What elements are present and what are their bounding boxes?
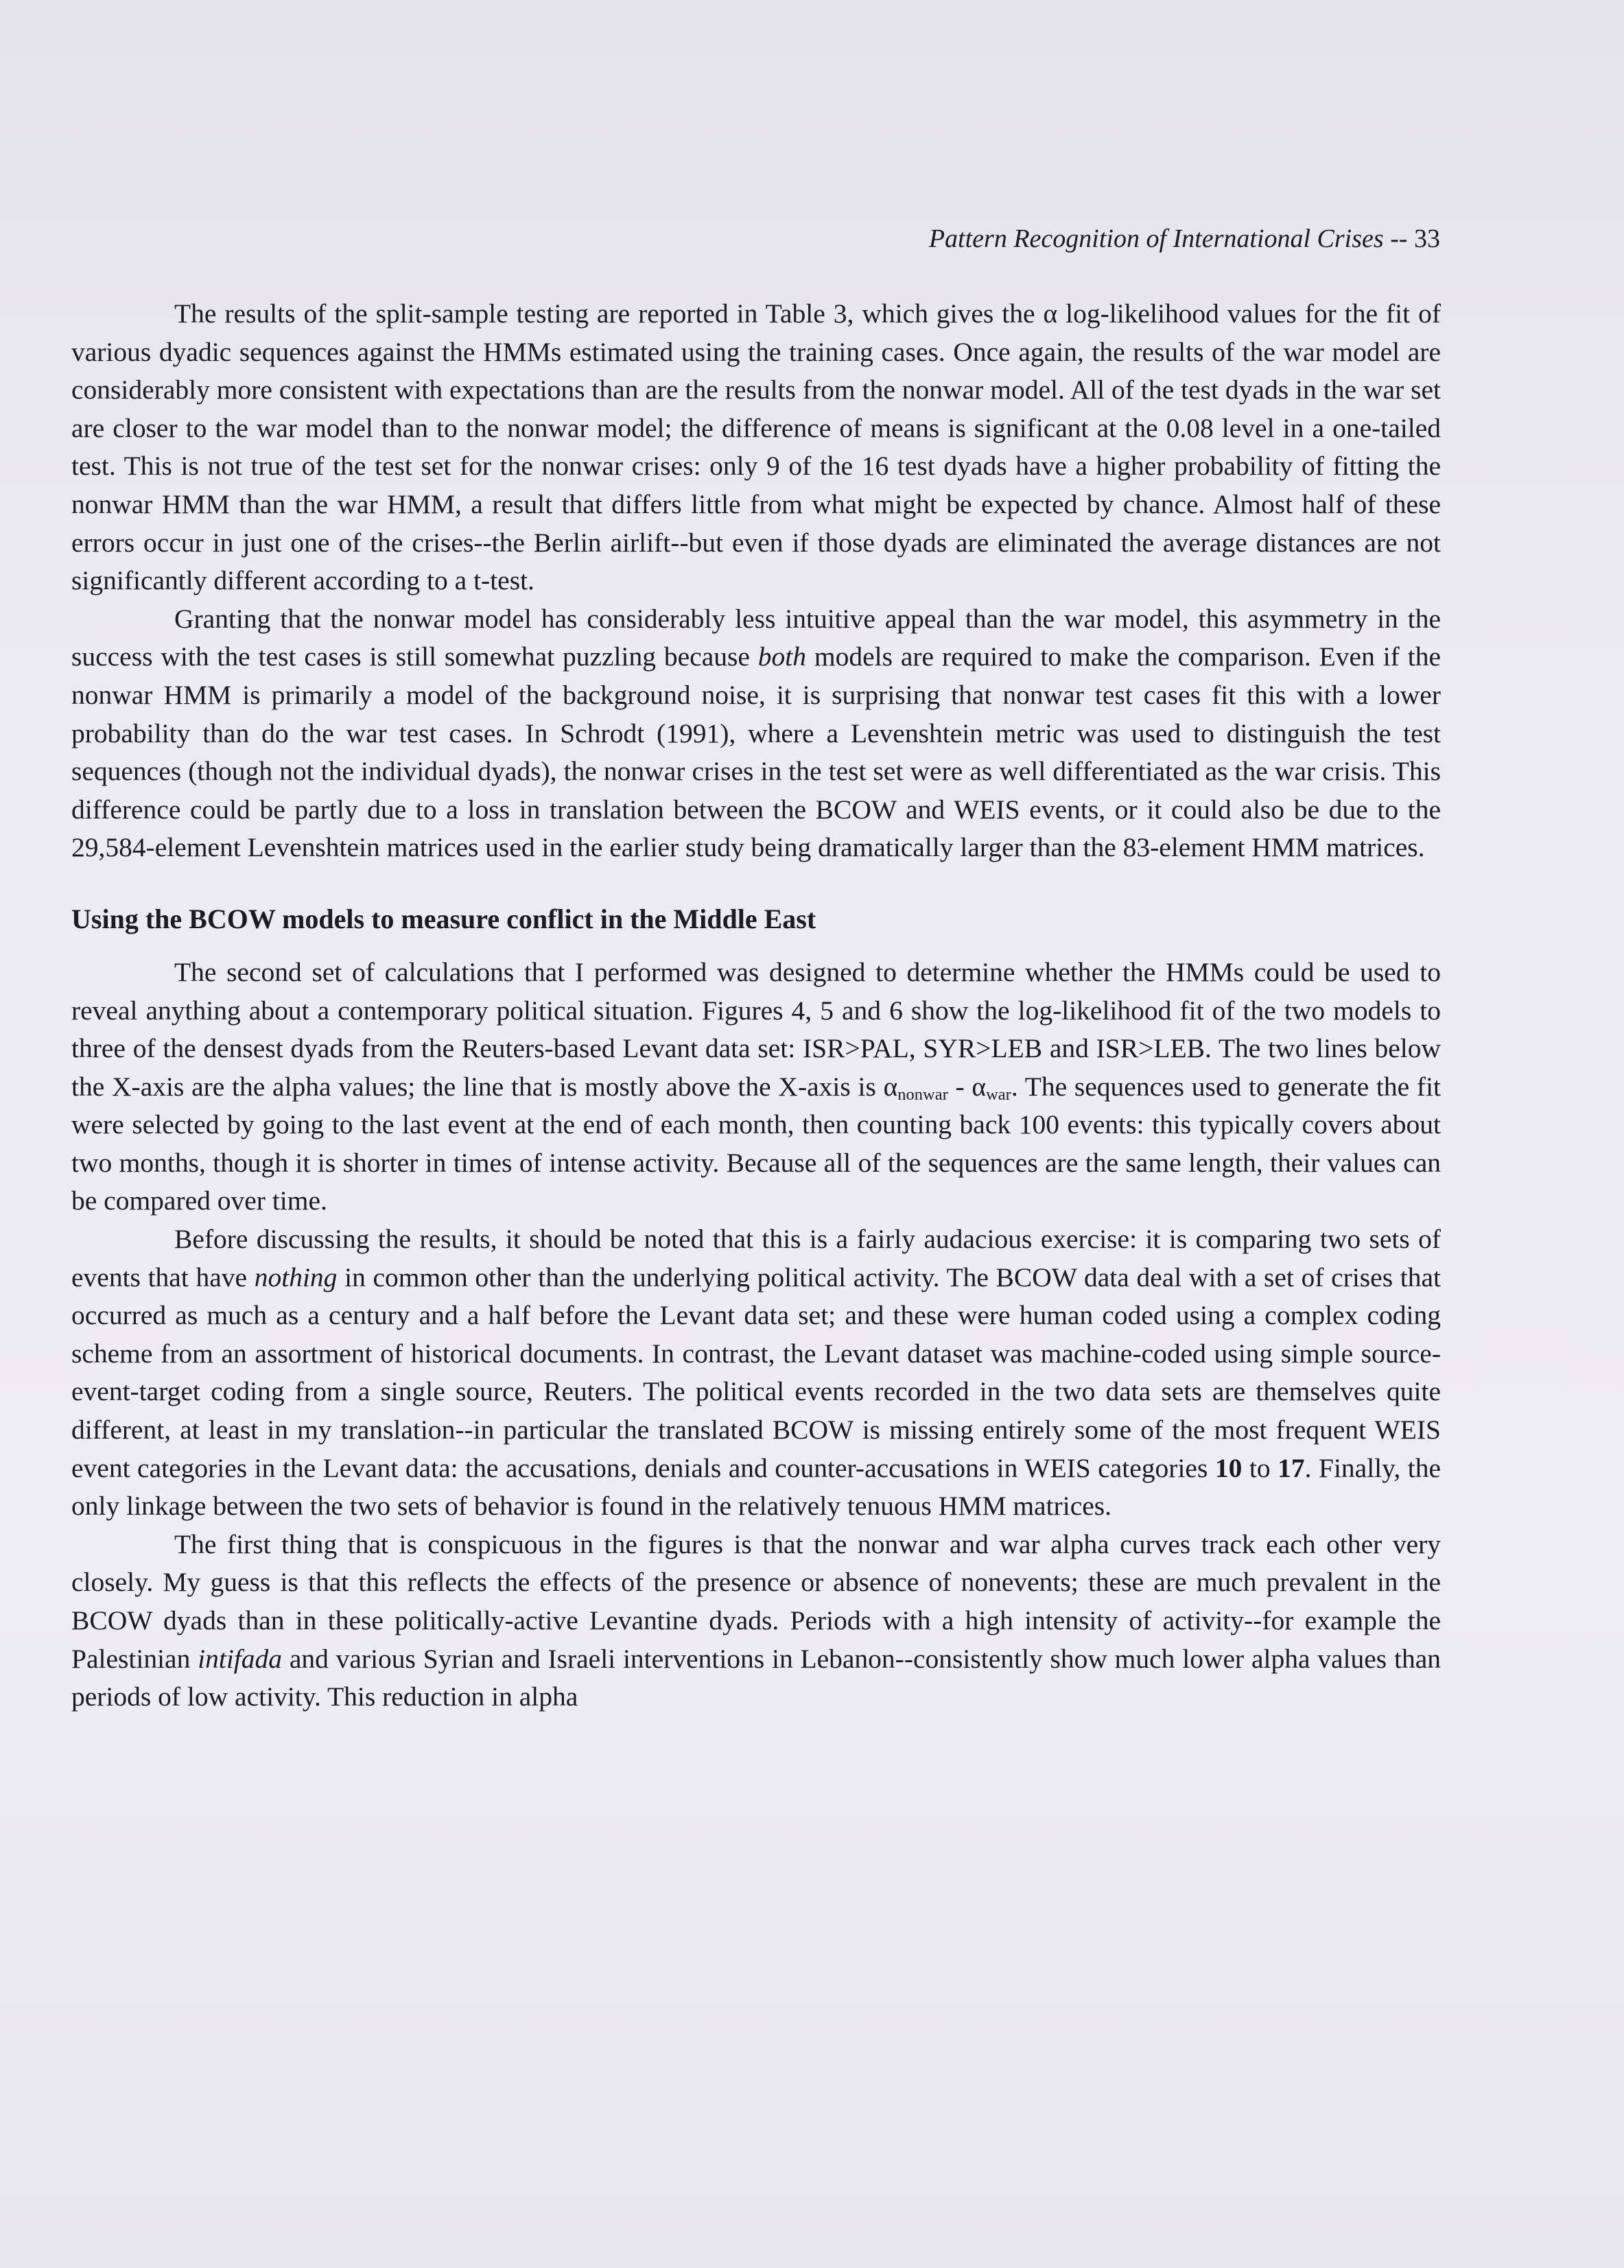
- paragraph-text: in common other than the underlying political activity. The BCOW data deal with a set of crises that occurred as much as a century and a half before the Levant data set; and these were human coded using a complex coding scheme from an assortment of historical documents. In contrast, the Levant dataset was machine-coded using simple source-event-target coding from a single source, Reuters. The political events recorded in the two data sets are themselves quite different, at least in my translation--in particular the translated BCOW is missing entirely some of the most frequent WEIS event categories in the Levant data: the accusations, denials and counter-accusations in WEIS categories: [71, 1262, 1441, 1483]
- emphasis-nothing: nothing: [254, 1262, 338, 1292]
- emphasis-both: both: [757, 641, 806, 672]
- body-text: [71, 295, 1441, 1716]
- section-heading: Using the BCOW models to measure conflict in the Middle East: [71, 903, 816, 934]
- subscript-war: war: [986, 1085, 1011, 1104]
- paragraph-second-calculations: [71, 954, 1441, 1220]
- running-head-separator: --: [1383, 224, 1414, 253]
- alpha-symbol: α: [972, 1071, 987, 1102]
- paragraph-text: Before discussing the results, it should be noted that this is a fairly audacious exercise: it is comparing two sets of events that have: [71, 1224, 1441, 1292]
- running-head-title: Pattern Recognition of International Crises: [928, 224, 1384, 253]
- paragraph-text: . Finally, the only linkage between the two sets of behavior is found in the relatively tenuous HMM matrices.: [71, 1452, 1441, 1522]
- paragraph-text: Granting that the nonwar model has considerably less intuitive appeal than the war model, this asymmetry in the success with the test cases is still somewhat puzzling because: [71, 603, 1441, 672]
- paragraph-text: and various Syrian and Israeli interventions in Lebanon--consistently show much lower alpha values than periods of low activity. This reduction in alpha: [71, 1643, 1441, 1712]
- paragraph-text: The first thing that is conspicuous in the figures is that the nonwar and war alpha curves track each other very closely. My guess is that this reflects the effects of the presence or absence of nonevents; these are much prevalent in the BCOW dyads than in these politically-active Levantine dyads. Periods with a high intensity of activity--for example the Palestinian: [71, 1528, 1441, 1674]
- paragraph-asymmetry: [71, 600, 1441, 867]
- bold-category-17: 17: [1278, 1452, 1305, 1483]
- subscript-nonwar: nonwar: [897, 1085, 948, 1104]
- running-head: [929, 218, 1440, 259]
- page-number: 33: [1414, 224, 1440, 253]
- alpha-symbol: α: [883, 1071, 898, 1102]
- paragraph-alpha-curves: [71, 1526, 1441, 1716]
- paragraph-split-sample-results: The results of the split-sample testing are reported in Table 3, which gives the α log-likelihood values for the fit of various dyadic sequences against the HMMs estimated using the training cases. Once again, the results of the war model are considerably more consistent with expectations than are the results from the nonwar model. All of the test dyads in the war set are closer to the war model than to the nonwar model; the difference of means is significant at the 0.08 level in a one-tailed test. This is not true of the test set for the nonwar crises: only 9 of the 16 test dyads have a higher probability of fitting the nonwar HMM than the war HMM, a result that differs little from what might be expected by chance. Almost half of these errors occur in just one of the crises--the Berlin airlift--but even if those dyads are eliminated the average distances are not significantly different according to a t-test.: [71, 298, 1441, 596]
- paragraph-audacious-exercise: [71, 1220, 1441, 1526]
- paragraph-text: The second set of calculations that I performed was designed to determine whether the HMMs could be used to reveal anything about a contemporary political situation. Figures 4, 5 and 6 show the log-likelihood fit of the two models to three of the densest dyads from the Reuters-based Levant data set: ISR>PAL, SYR>LEB and ISR>LEB. The two lines below the X-axis are the alpha values; the line that is mostly above the X-axis is: [71, 956, 1441, 1102]
- paragraph-text: to: [1242, 1452, 1278, 1483]
- paragraph-text: . The sequences used to generate the fit were selected by going to the last event at the end of each month, then counting back 100 events: this typically covers about two months, though it is shorter in times of intense activity. Because all of the sequences are the same length, their values can be compared over time.: [71, 1071, 1441, 1216]
- minus-sign: -: [948, 1071, 972, 1102]
- bold-category-10: 10: [1214, 1452, 1243, 1483]
- emphasis-intifada: intifada: [198, 1643, 283, 1674]
- paragraph-text: models are required to make the comparison. Even if the nonwar HMM is primarily a model of the background noise, it is surprising that nonwar test cases fit this with a lower probability than do the war test cases. In Schrodt (1991), where a Levenshtein metric was used to distinguish the test sequences (though not the individual dyads), the nonwar crises in the test set were as well differentiated as the war crisis. This difference could be partly due to a loss in translation between the BCOW and WEIS events, or it could also be due to the 29,584-element Levenshtein matrices used in the earlier study being dramatically larger than the 83-element HMM matrices.: [71, 641, 1441, 863]
